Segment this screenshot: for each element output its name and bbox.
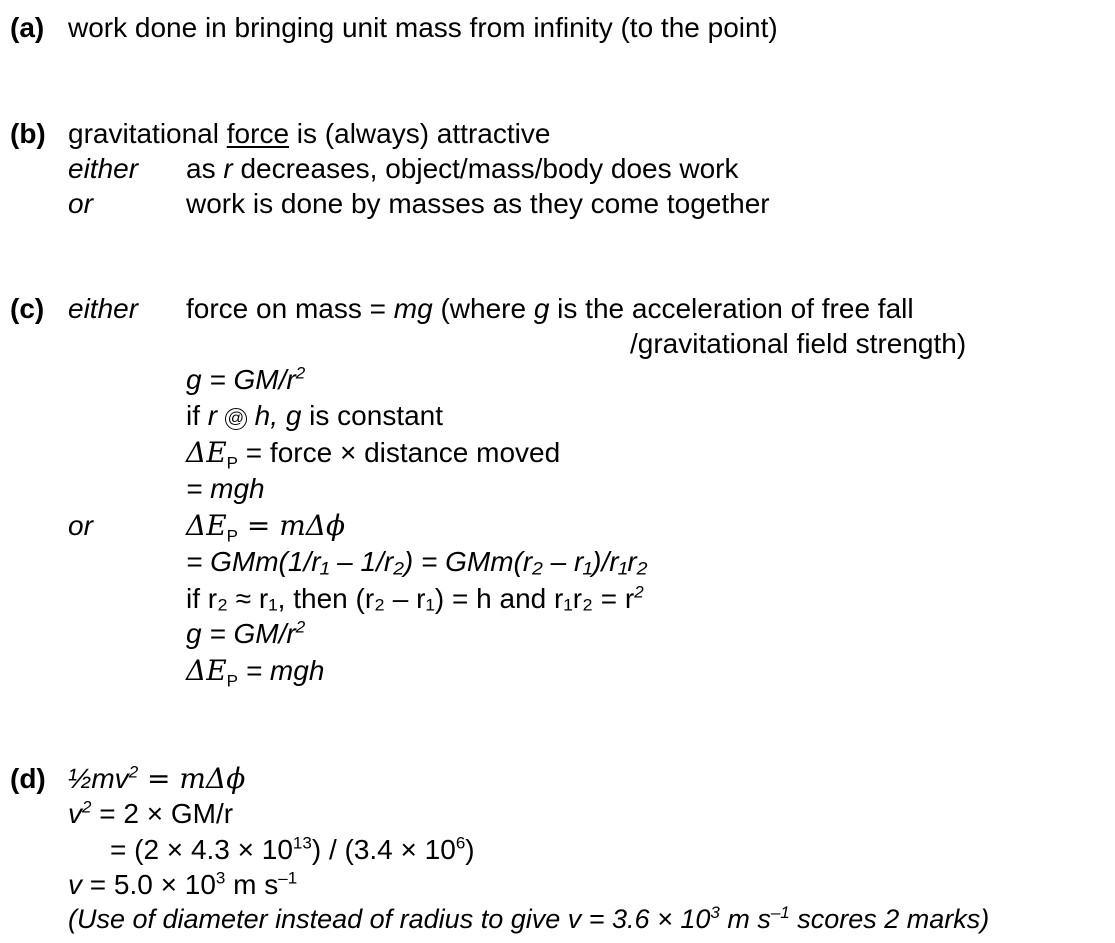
part-c-force-continuation: /gravitational field strength) bbox=[630, 328, 967, 359]
part-c-if-r-line: if r₂ ≈ r₁, then (r₂ – r₁) = h and $r_1r_2 = r^2$ bbox=[186, 582, 644, 614]
part-c-delta-e-force: $\Delta E_P$ = force × distance moved bbox=[186, 436, 561, 473]
part-c-force-line: force on mass = mg (where g is the acceleration of free fall bbox=[186, 293, 914, 324]
part-c-g-eq-1: $g = GM/r^2$ bbox=[186, 363, 306, 395]
part-d-line2: $v^2 = 2 \times GM/r$ bbox=[68, 797, 234, 829]
part-c-or-label: or bbox=[68, 510, 93, 541]
part-c-eq-mgh: = mgh bbox=[186, 473, 265, 504]
part-c-either-label: either bbox=[68, 293, 139, 324]
part-c-g-eq-2: $g = GM/r^2$ bbox=[186, 617, 306, 649]
part-c-label: (c) bbox=[10, 293, 45, 324]
part-b-or-text: work is done by masses as they come together bbox=[186, 188, 770, 219]
approx-symbol: @ bbox=[225, 408, 247, 430]
part-c-if-r-h: if r @ h, g is constant bbox=[186, 400, 444, 431]
part-d-line3: = $(2 \times 4.3 \times 10^{13}) / (3.4 \times 10^6)$ bbox=[110, 833, 475, 865]
part-a-text: work done in bringing unit mass from infinity (to the point) bbox=[68, 12, 778, 43]
part-d-label: (d) bbox=[10, 763, 46, 794]
part-b-line1: gravitational force is (always) attractive bbox=[68, 118, 551, 149]
part-b-label: (b) bbox=[10, 118, 46, 149]
part-d-line1: $\frac{1}{2}mv^2 = m\Delta\phi$ bbox=[68, 762, 246, 795]
part-b-either-label: either bbox=[68, 153, 139, 184]
part-c-delta-e-m-phi: $\Delta E_P = m\Delta\phi$ bbox=[186, 509, 346, 546]
part-d-line4: $v = 5.0 \times 10^3$ m $s^{-1}$ bbox=[68, 868, 298, 900]
part-d-note: (Use of diameter instead of radius to give $v = 3.6 \times 10^3$ m $s^{-1}$ scores 2 marks) bbox=[68, 903, 990, 934]
part-c-gmm-line: = GMm(1/r₁ – 1/r₂) = GMm(r₂ – r₁)/r₁r₂ bbox=[186, 546, 648, 577]
part-b-either-text: as r decreases, object/mass/body does work bbox=[186, 153, 739, 184]
part-c-delta-e-mgh: $\Delta E_P$ = mgh bbox=[186, 654, 325, 691]
part-a-label: (a) bbox=[10, 12, 45, 43]
part-b-or-label: or bbox=[68, 188, 93, 219]
